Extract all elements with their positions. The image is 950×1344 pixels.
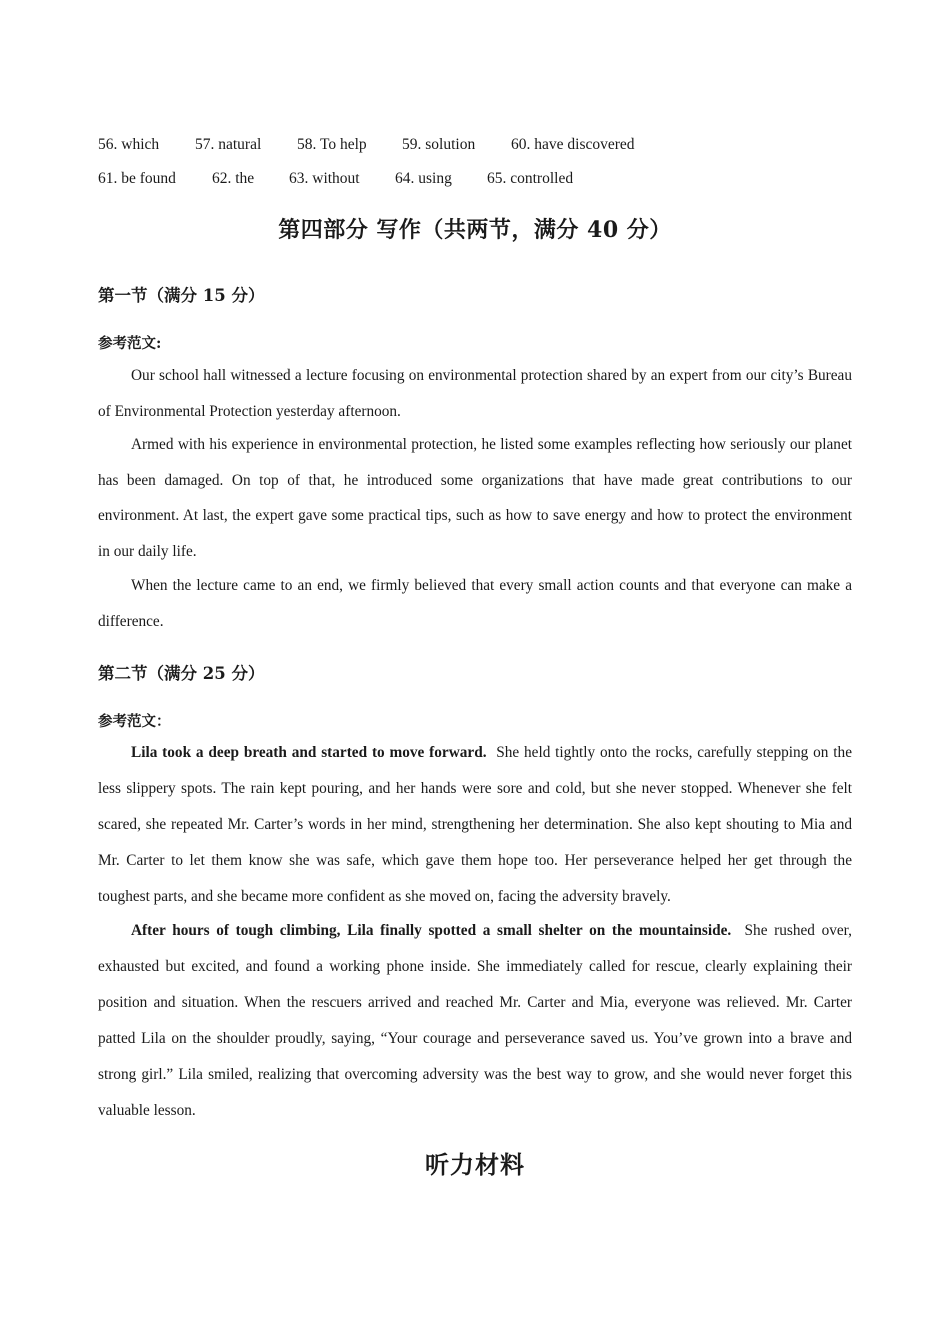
answer-item: 59. solution: [402, 136, 476, 153]
section-2-title: 第二节（满分 25 分）: [98, 664, 265, 683]
paragraph-2-lead-sentence: After hours of tough climbing, Lila finally spotted a small shelter on the mountainside.: [131, 922, 732, 939]
answer-item: 57. natural: [195, 136, 262, 153]
essay-1-paragraph-1: Our school hall witnessed a lecture focusing on environmental protection shared by an expert from our city’s Bureau of Environmental Protection yesterday afternoon.: [98, 367, 852, 420]
essay-2-paragraph-1: [98, 735, 852, 915]
answer-item: 64. using: [395, 170, 452, 187]
paragraph-2-body: She rushed over, exhausted but excited, and found a working phone inside. She immediately called for rescue, clearly explaining their position and situation. When the rescuers arrived and reached Mr. Carter and Mia, everyone was relieved. Mr. Carter patted Lila on the shoulder proudly, saying, “Your courage and perseverance saved us. You’ve grown into a brave and strong girl.” Lila smiled, realizing that overcoming adversity was the best way to grow, and she would never forget this valuable lesson.: [98, 922, 852, 1119]
paragraph-1-lead-sentence: Lila took a deep breath and started to move forward.: [131, 744, 487, 761]
answer-item: 63. without: [289, 170, 360, 187]
listening-material-title: 听力材料: [425, 1150, 525, 1179]
section-1-reference-label: 参考范文:: [98, 335, 162, 352]
essay-2-paragraph-2: [98, 913, 852, 1129]
answer-item: 58. To help: [297, 136, 367, 153]
answer-item: 56. which: [98, 136, 160, 153]
answer-item: 62. the: [212, 170, 255, 187]
answer-item: 65. controlled: [487, 170, 574, 187]
section-2-reference-label: 参考范文：: [98, 713, 171, 730]
answer-item: 61. be found: [98, 170, 176, 187]
essay-1-paragraph-2: Armed with his experience in environmental protection, he listed some examples reflecting how seriously our planet has been damaged. On top of that, he introduced some organizations that have made great contributions to our environment. At last, the expert gave some practical tips, such as how to save energy and how to protect the environment in our daily life.: [98, 436, 852, 560]
part-title: 第四部分 写作（共两节，满分 40 分）: [278, 217, 672, 243]
essay-1-paragraph-3: When the lecture came to an end, we firmly believed that every small action counts and that everyone can make a difference.: [98, 577, 852, 630]
section-1-title: 第一节（满分 15 分）: [98, 286, 265, 305]
paragraph-1-body: She held tightly onto the rocks, carefully stepping on the less slippery spots. The rain kept pouring, and her hands were sore and cold, but she never stopped. Whenever she felt scared, she repeated Mr. Carter’s words in her mind, strengthening her determination. She also kept shouting to Mia and Mr. Carter to let them know she was safe, which gave them hope too. Her perseverance helped her get through the toughest parts, and she became more confident as she moved on, facing the adversity bravely.: [98, 744, 852, 905]
answer-item: 60. have discovered: [511, 136, 635, 153]
